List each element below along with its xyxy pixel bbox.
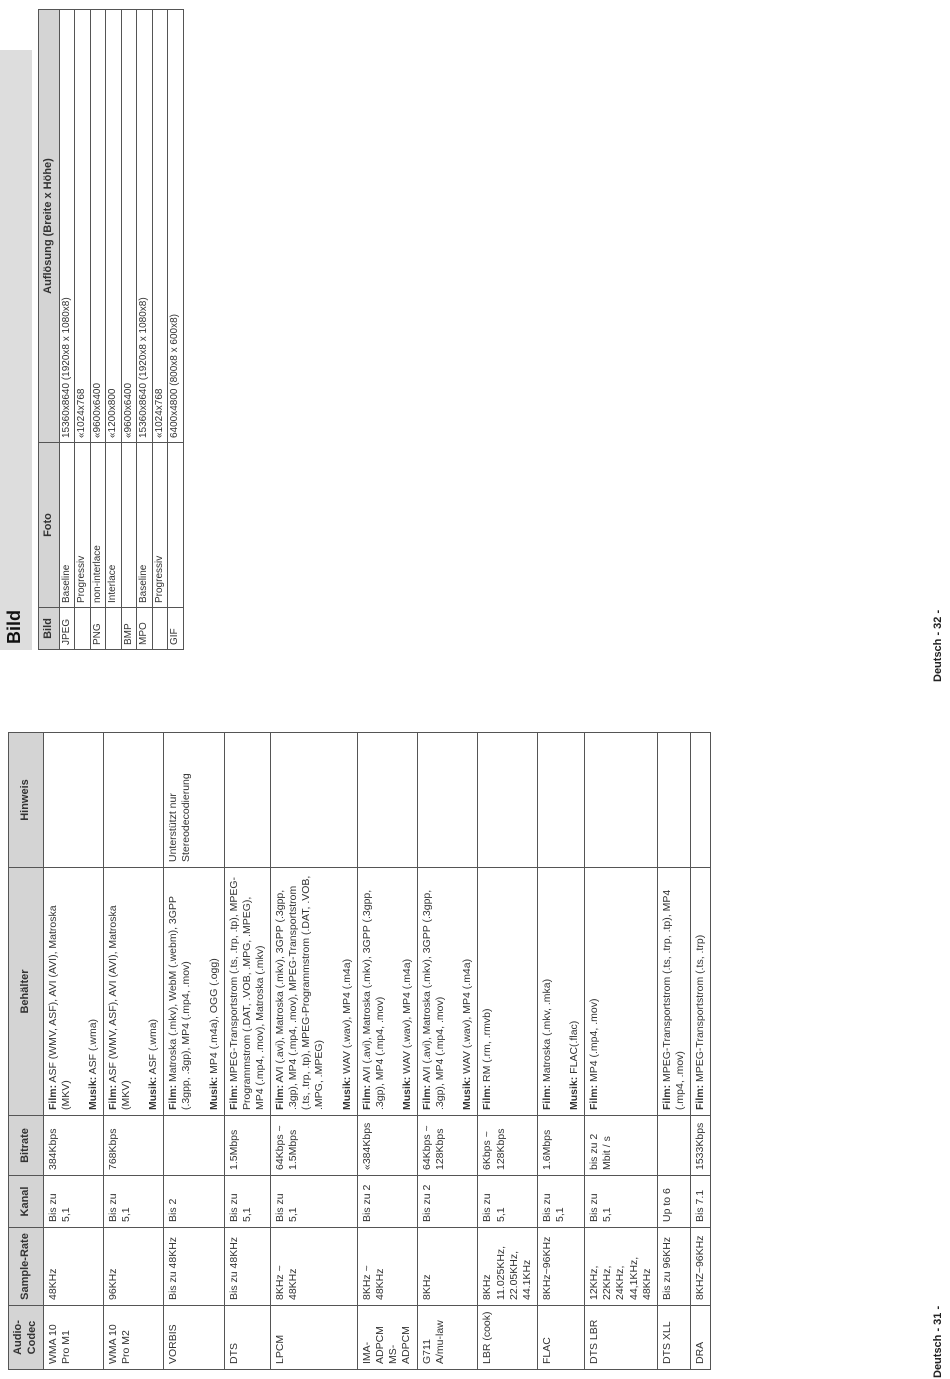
page-number-31: Deutsch - 31 - bbox=[932, 1305, 944, 1378]
cell-audio-codec: DRA bbox=[691, 1306, 711, 1370]
cell-aufloesung: 15360x8640 (1920x8 x 1080x8) bbox=[59, 10, 75, 443]
cell-bild: PNG bbox=[90, 608, 106, 650]
film-value: Matroska (.mkv), WebM (.webm), 3GPP (.3gpp, .3gp), MP4 (.mp4, .mov) bbox=[167, 896, 193, 1110]
cell-hinweis bbox=[478, 733, 538, 868]
cell-bitrate: 1533Kbps bbox=[691, 1116, 711, 1176]
table-header-row bbox=[9, 733, 44, 1370]
cell-behaelter bbox=[657, 868, 690, 1116]
cell-sample-rate: 8KHz 11.025KHz, 22.05KHz, 44.1KHz bbox=[478, 1228, 538, 1306]
cell-sample-rate: Bis zu 96KHz bbox=[657, 1228, 690, 1306]
musik-entry bbox=[401, 873, 414, 1110]
header-foto: Foto bbox=[39, 443, 60, 608]
cell-audio-codec: DTS LBR bbox=[585, 1306, 658, 1370]
cell-foto: Progressiv bbox=[75, 443, 91, 608]
bild-row bbox=[90, 10, 106, 650]
cell-bitrate: 768Kbps bbox=[103, 1116, 163, 1176]
film-label: Film: bbox=[588, 1084, 601, 1110]
cell-audio-codec: G711 A/mu-law bbox=[418, 1306, 478, 1370]
cell-sample-rate: 96KHz bbox=[103, 1228, 163, 1306]
film-value: ASF (WMV, ASF), AVI (AVI), Matroska (MKV) bbox=[106, 905, 132, 1110]
cell-audio-codec: IMA-ADPCM MS-ADPCM bbox=[357, 1306, 417, 1370]
bild-title-bar bbox=[0, 50, 32, 650]
cell-hinweis bbox=[103, 733, 163, 868]
film-value: AVI (.avi), Matroska (.mkv), 3GPP (.3gpp, .3gp), MP4 (.mp4, .mov), MPEG-Transportstrom (.ts, .trp, .tp), MPEG-Programmstrom (.DAT, .VOB, .MPG, .MPEG) bbox=[274, 875, 326, 1110]
cell-behaelter bbox=[224, 868, 270, 1116]
cell-foto: non-interlace bbox=[90, 443, 106, 608]
cell-hinweis bbox=[657, 733, 690, 868]
musik-label: Musik: bbox=[400, 1076, 413, 1110]
film-label: Film: bbox=[360, 1084, 373, 1110]
cell-bitrate bbox=[657, 1116, 690, 1176]
cell-behaelter bbox=[271, 868, 358, 1116]
cell-aufloesung: «9600x6400 bbox=[121, 10, 137, 443]
cell-hinweis bbox=[224, 733, 270, 868]
bild-row bbox=[137, 10, 153, 650]
cell-sample-rate: 48KHz bbox=[43, 1228, 103, 1306]
cell-kanal: Bis zu 5,1 bbox=[478, 1176, 538, 1228]
film-value: MP4 (.mp4, .mov) bbox=[588, 998, 601, 1082]
bild-row bbox=[106, 10, 122, 650]
film-value: MPEG-Transportstrom (.ts, .trp, .tp), MPEG-Programmstrom (.DAT, .VOB, .MPG, .MPEG), MP4 (.mp4, .mov), Matroska (.mkv) bbox=[227, 877, 266, 1110]
bild-row bbox=[168, 10, 184, 650]
header-aufloesung: Auflösung (Breite x Höhe) bbox=[39, 10, 60, 443]
film-value: MPEG-Transportstrom (.ts, .trp, .tp), MP4 (.mp4, .mov) bbox=[660, 889, 686, 1110]
cell-aufloesung: «1024x768 bbox=[75, 10, 91, 443]
bild-row bbox=[121, 10, 137, 650]
bild-row bbox=[75, 10, 91, 650]
table-row bbox=[43, 733, 103, 1370]
film-entry bbox=[541, 873, 554, 1110]
cell-kanal: Bis zu 5,1 bbox=[43, 1176, 103, 1228]
film-entry bbox=[661, 873, 687, 1110]
cell-audio-codec: DTS bbox=[224, 1306, 270, 1370]
film-entry bbox=[481, 873, 494, 1110]
cell-hinweis bbox=[271, 733, 358, 868]
cell-behaelter bbox=[537, 868, 584, 1116]
cell-bitrate: 64Kbps ~ 1.5Mbps bbox=[271, 1116, 358, 1176]
cell-bild: GIF bbox=[168, 608, 184, 650]
cell-kanal: Bis zu 2 bbox=[418, 1176, 478, 1228]
film-entry bbox=[361, 873, 387, 1110]
cell-bitrate: «384Kbps bbox=[357, 1116, 417, 1176]
cell-audio-codec: DTS XLL bbox=[657, 1306, 690, 1370]
musik-value: MP4 (.m4a), OGG (.ogg) bbox=[207, 958, 220, 1074]
musik-label: Musik: bbox=[207, 1076, 220, 1110]
table-row bbox=[103, 733, 163, 1370]
cell-foto: Baseline bbox=[137, 443, 153, 608]
film-entry bbox=[421, 873, 447, 1110]
film-value: MPEG-Transportstrom (.ts, .trp) bbox=[694, 934, 706, 1082]
musik-value: FLAC(.flac) bbox=[568, 1020, 580, 1074]
bild-row bbox=[59, 10, 75, 650]
musik-value: ASF (.wma) bbox=[147, 1018, 160, 1075]
cell-hinweis: Unterstützt nur Stereodecodierung bbox=[164, 733, 224, 868]
cell-foto: Baseline bbox=[59, 443, 75, 608]
film-value: Matroska (.mkv, .mka) bbox=[540, 978, 553, 1082]
film-label: Film: bbox=[481, 1084, 494, 1110]
cell-bild: MPO bbox=[137, 608, 153, 650]
musik-label: Musik: bbox=[147, 1076, 160, 1110]
cell-foto bbox=[121, 443, 137, 608]
cell-sample-rate: 8KHZ~96KHz bbox=[691, 1228, 711, 1306]
header-bitrate: Bitrate bbox=[9, 1116, 44, 1176]
cell-aufloesung: 6400x4800 (800x8 x 600x8) bbox=[168, 10, 184, 443]
film-label: Film: bbox=[274, 1084, 286, 1110]
film-entry bbox=[47, 873, 73, 1110]
cell-bild: JPEG bbox=[59, 608, 75, 650]
cell-behaelter bbox=[691, 868, 711, 1116]
cell-hinweis bbox=[691, 733, 711, 868]
cell-aufloesung: «1200x800 bbox=[106, 10, 122, 443]
film-value: AVI (.avi), Matroska (.mkv), 3GPP (.3gpp, .3gp), MP4 (.mp4, .mov) bbox=[360, 889, 386, 1110]
cell-kanal: Bis zu 5,1 bbox=[224, 1176, 270, 1228]
film-label: Film: bbox=[660, 1084, 673, 1110]
film-label: Film: bbox=[421, 1084, 433, 1110]
cell-kanal: Up to 6 bbox=[657, 1176, 690, 1228]
cell-sample-rate: Bis zu 48KHz bbox=[164, 1228, 224, 1306]
film-value: AVI (.avi), Matroska (.mkv), 3GPP (.3gpp, .3gp), MP4 (.mp4, .mov) bbox=[421, 889, 447, 1110]
cell-bitrate: 64Kbps ~ 128Kbps bbox=[418, 1116, 478, 1176]
table-row bbox=[224, 733, 270, 1370]
table-row bbox=[537, 733, 584, 1370]
cell-sample-rate: 8KHz ~ 48KHz bbox=[357, 1228, 417, 1306]
table-row bbox=[691, 733, 711, 1370]
cell-hinweis bbox=[537, 733, 584, 868]
header-bild: Bild bbox=[39, 608, 60, 650]
film-entry bbox=[167, 873, 193, 1110]
musik-value: ASF (.wma) bbox=[86, 1018, 99, 1075]
film-entry bbox=[588, 873, 601, 1110]
film-entry bbox=[107, 873, 133, 1110]
musik-value: WAV (.wav), MP4 (.m4a) bbox=[340, 958, 353, 1074]
film-entry bbox=[274, 873, 327, 1110]
table-row bbox=[657, 733, 690, 1370]
musik-entry bbox=[341, 873, 354, 1110]
musik-label: Musik: bbox=[568, 1076, 580, 1110]
table-row bbox=[164, 733, 224, 1370]
bild-page bbox=[4, 10, 218, 650]
cell-hinweis bbox=[418, 733, 478, 868]
musik-label: Musik: bbox=[461, 1076, 474, 1110]
film-label: Film: bbox=[106, 1084, 119, 1110]
film-value: ASF (WMV, ASF), AVI (AVI), Matroska (MKV) bbox=[46, 905, 72, 1110]
musik-value: WAV (.wav), MP4 (.m4a) bbox=[400, 958, 413, 1074]
cell-aufloesung: «1024x768 bbox=[152, 10, 168, 443]
cell-bitrate bbox=[164, 1116, 224, 1176]
film-label: Film: bbox=[540, 1084, 553, 1110]
cell-audio-codec: LBR (cook) bbox=[478, 1306, 538, 1370]
cell-hinweis bbox=[43, 733, 103, 868]
cell-hinweis bbox=[585, 733, 658, 868]
cell-kanal: Bis zu 5,1 bbox=[585, 1176, 658, 1228]
cell-sample-rate: 8KHz bbox=[418, 1228, 478, 1306]
cell-bitrate: 384Kbps bbox=[43, 1116, 103, 1176]
cell-foto bbox=[168, 443, 184, 608]
cell-hinweis bbox=[357, 733, 417, 868]
musik-entry bbox=[208, 873, 221, 1110]
cell-kanal: Bis 7.1 bbox=[691, 1176, 711, 1228]
page-number-32: Deutsch - 32 - bbox=[932, 609, 944, 682]
table-row bbox=[585, 733, 658, 1370]
table-row bbox=[418, 733, 478, 1370]
film-label: Film: bbox=[694, 1084, 706, 1110]
header-audio-codec: Audio-Codec bbox=[9, 1306, 44, 1370]
bild-row bbox=[152, 10, 168, 650]
cell-behaelter bbox=[43, 868, 103, 1116]
header-behaelter: Behälter bbox=[9, 868, 44, 1116]
musik-label: Musik: bbox=[86, 1076, 99, 1110]
table-row bbox=[357, 733, 417, 1370]
cell-bild bbox=[75, 608, 91, 650]
musik-entry bbox=[147, 873, 160, 1110]
cell-audio-codec: WMA 10 Pro M2 bbox=[103, 1306, 163, 1370]
bild-table bbox=[38, 9, 184, 650]
cell-sample-rate: 8KHz~96KHz bbox=[537, 1228, 584, 1306]
header-hinweis: Hinweis bbox=[9, 733, 44, 868]
cell-behaelter bbox=[103, 868, 163, 1116]
cell-bitrate: bis zu 2 Mbit / s bbox=[585, 1116, 658, 1176]
cell-bild bbox=[152, 608, 168, 650]
musik-value: WAV (.wav), MP4 (.m4a) bbox=[461, 958, 474, 1074]
cell-foto: Progressiv bbox=[152, 443, 168, 608]
musik-entry bbox=[461, 873, 474, 1110]
cell-bild bbox=[106, 608, 122, 650]
audio-codec-table bbox=[8, 732, 711, 1370]
film-entry bbox=[694, 873, 707, 1110]
cell-sample-rate: 12KHz, 22KHz, 24KHz, 44,1KHz, 48KHz bbox=[585, 1228, 658, 1306]
cell-sample-rate: Bis zu 48KHz bbox=[224, 1228, 270, 1306]
bild-header-row bbox=[39, 10, 60, 650]
table-row bbox=[478, 733, 538, 1370]
cell-kanal: Bis 2 bbox=[164, 1176, 224, 1228]
cell-behaelter bbox=[357, 868, 417, 1116]
table-row bbox=[271, 733, 358, 1370]
cell-bitrate: 1.6Mbps bbox=[537, 1116, 584, 1176]
bild-title: Bild bbox=[4, 610, 24, 644]
cell-bitrate: 1.5Mbps bbox=[224, 1116, 270, 1176]
film-label: Film: bbox=[227, 1084, 240, 1110]
cell-behaelter bbox=[164, 868, 224, 1116]
film-value: RM (.rm, .rmvb) bbox=[481, 1008, 494, 1082]
cell-kanal: Bis zu 5,1 bbox=[537, 1176, 584, 1228]
cell-audio-codec: LPCM bbox=[271, 1306, 358, 1370]
header-sample-rate: Sample-Rate bbox=[9, 1228, 44, 1306]
film-label: Film: bbox=[46, 1084, 59, 1110]
cell-audio-codec: WMA 10 Pro M1 bbox=[43, 1306, 103, 1370]
header-kanal: Kanal bbox=[9, 1176, 44, 1228]
cell-foto: Interlace bbox=[106, 443, 122, 608]
film-entry bbox=[228, 873, 267, 1110]
cell-sample-rate: 8KHz ~ 48KHz bbox=[271, 1228, 358, 1306]
cell-behaelter bbox=[418, 868, 478, 1116]
cell-kanal: Bis zu 5,1 bbox=[271, 1176, 358, 1228]
cell-aufloesung: 15360x8640 (1920x8 x 1080x8) bbox=[137, 10, 153, 443]
audio-codec-page bbox=[8, 733, 866, 1370]
cell-bitrate: 6Kbps ~ 128Kbps bbox=[478, 1116, 538, 1176]
cell-kanal: Bis zu 5,1 bbox=[103, 1176, 163, 1228]
cell-audio-codec: VORBIS bbox=[164, 1306, 224, 1370]
musik-entry bbox=[568, 873, 581, 1110]
musik-label: Musik: bbox=[340, 1076, 353, 1110]
cell-kanal: Bis zu 2 bbox=[357, 1176, 417, 1228]
cell-audio-codec: FLAC bbox=[537, 1306, 584, 1370]
film-label: Film: bbox=[167, 1084, 180, 1110]
cell-behaelter bbox=[585, 868, 658, 1116]
musik-entry bbox=[87, 873, 100, 1110]
cell-behaelter bbox=[478, 868, 538, 1116]
cell-aufloesung: «9600x6400 bbox=[90, 10, 106, 443]
cell-bild: BMP bbox=[121, 608, 137, 650]
